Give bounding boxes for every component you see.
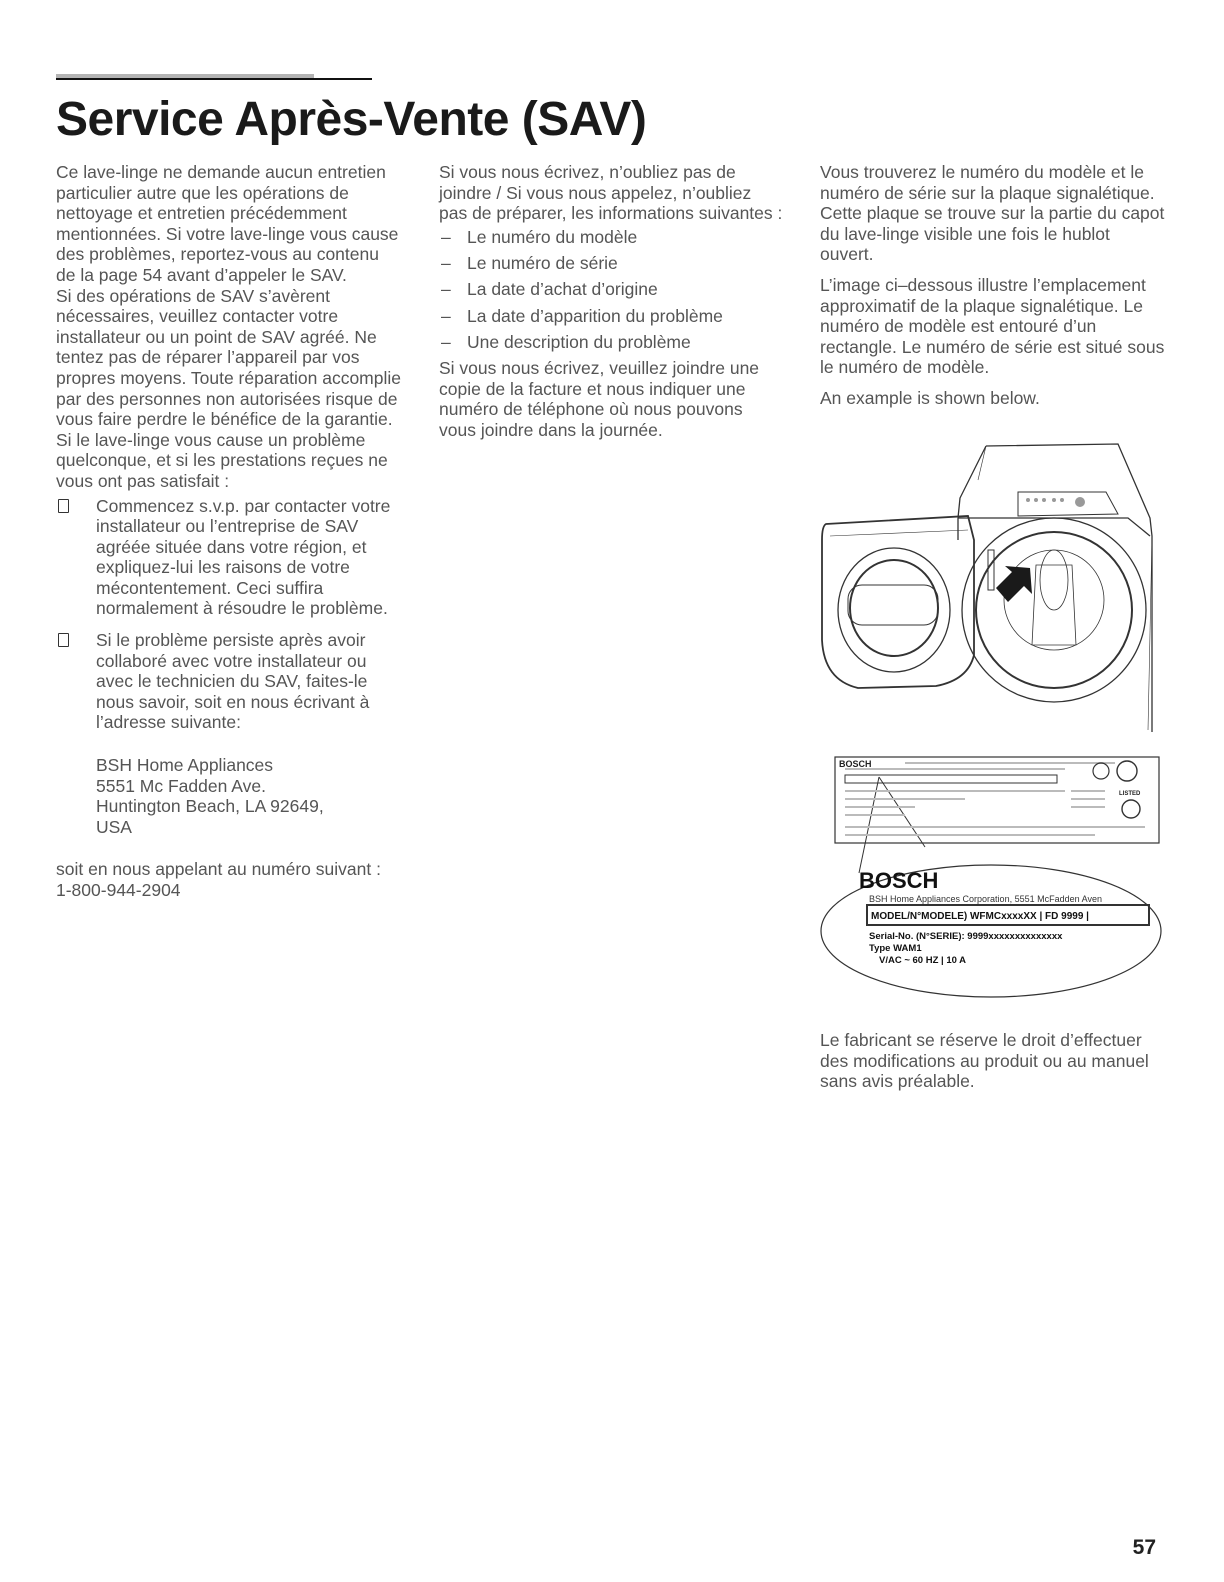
plate-type-line: Type WAM1 xyxy=(869,943,922,954)
phone-number: 1-800-944-2904 xyxy=(56,880,181,900)
plate-brand-small: BOSCH xyxy=(839,759,872,769)
list-item: – Le numéro de série xyxy=(441,253,618,274)
column-left xyxy=(56,162,401,901)
list-item: Commencez s.v.p. par contacter votre installateur ou l’entreprise de SAV agréée située dans votre région, et expliquez-lui les raisons de votre mécontentement. Ceci suffira normalement à résoudre le problème. xyxy=(56,496,401,620)
problem-paragraph: Si le lave-linge vous cause un problème quelconque, et si les prestations reçues ne vous ont pas satisfait : xyxy=(56,429,388,491)
intro-paragraph: Ce lave-linge ne demande aucun entretien particulier autre que les opérations de nettoyage et entretien précédemment mentionnées. Si votre lave-linge vous cause des problèmes, reportez-vous au contenu de la page 54 avant d’appeler le SAV. xyxy=(56,162,399,285)
listed-mark: LISTED xyxy=(1119,791,1141,797)
plate-model-line: MODEL/N°MODELE) WFMCxxxxXX | FD 9999 | xyxy=(871,911,1089,922)
list-item: – La date d’achat d’origine xyxy=(441,279,658,300)
list-item: – Le numéro du modèle xyxy=(441,226,638,247)
sav-paragraph: Si des opérations de SAV s’avèrent nécessaires, veuillez contacter votre installateur ou un point de SAV agréé. Ne tentez pas de réparer l’appareil par vos propres moyens. Toute réparation accomplie par des personnes non autorisées risque de vous faire perdre le bénéfice de la garantie. xyxy=(56,285,402,430)
checkbox-icon xyxy=(58,499,69,513)
rating-plate-paragraph: Vous trouverez le numéro du modèle et le numéro de série sur la plaque signalétique. Cette plaque se trouve sur la partie du capot du lave-linge visible une fois le hublot ouvert. xyxy=(820,162,1165,265)
plate-power-line: V/AC ~ 60 HZ | 10 A xyxy=(879,955,967,966)
invoice-paragraph: Si vous nous écrivez, veuillez joindre une copie de la facture et nous indiquer une numéro de téléphone où nous pouvons vous joindre dans la journée. xyxy=(439,358,760,440)
list-item: – La date d’apparition du problème xyxy=(441,305,723,326)
phone-intro: soit en nous appelant au numéro suivant : xyxy=(56,859,381,880)
checkbox-list xyxy=(56,496,401,734)
plate-serial-line: Serial-No. (N°SERIE): 9999xxxxxxxxxxxxxx xyxy=(869,931,1063,942)
plate-corp-line: BSH Home Appliances Corporation, 5551 McFadden Aven xyxy=(869,894,1102,904)
column-middle xyxy=(439,162,784,441)
list-item: Si le problème persiste après avoir collaboré avec votre installateur ou avec le technicien du SAV, faites-le nous savoir, soit en nous écrivant à l’adresse suivante: xyxy=(56,630,401,733)
page-number: 57 xyxy=(1132,1536,1156,1559)
page-title: Service Après-Vente (SAV) xyxy=(56,93,647,146)
checkbox-icon xyxy=(58,633,69,647)
column-right xyxy=(820,162,1165,409)
plate-brand: BOSCH xyxy=(859,868,939,893)
example-caption: An example is shown below. xyxy=(820,387,1040,408)
list-item: – Une description du problème xyxy=(441,331,691,352)
header-rule-black xyxy=(56,78,372,80)
disclaimer-paragraph: Le fabricant se réserve le droit d’effectuer des modifications au produit ou au manuel sans avis préalable. xyxy=(820,1030,1149,1092)
disclaimer-block xyxy=(820,1030,1165,1092)
postal-address: BSH Home Appliances 5551 Mc Fadden Ave. Huntington Beach, LA 92649, USA xyxy=(96,755,324,837)
washer-illustration xyxy=(818,440,1163,732)
rating-plate-illustration xyxy=(815,755,1165,1005)
image-description: L’image ci–dessous illustre l’emplacement approximatif de la plaque signalétique. Le numéro de modèle est entouré d’un rectangle. Le numéro de série est situé sous le numéro de modèle. xyxy=(820,274,1165,378)
info-list xyxy=(439,227,784,353)
info-intro: Si vous nous écrivez, n’oubliez pas de joindre / Si vous nous appelez, n’oubliez pas de préparer, les informations suivantes : xyxy=(439,162,783,224)
